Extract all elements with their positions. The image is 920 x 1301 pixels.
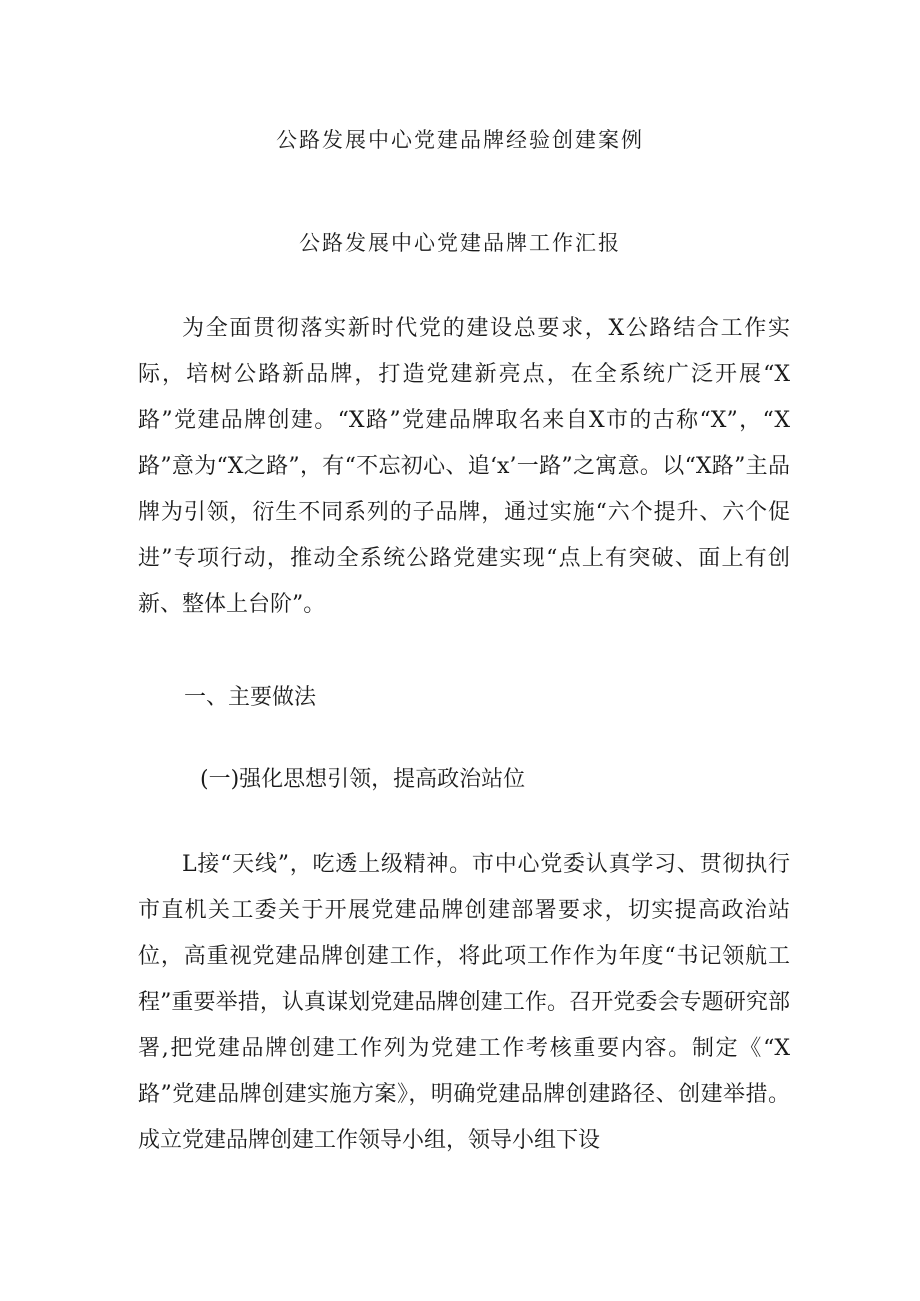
document-subtitle: 公路发展中心党建品牌工作汇报 (299, 231, 621, 255)
body-paragraph: L接“天线”，吃透上级精神。市中心党委认真学习、贯彻执行市直机关工委关于开展党建品牌创建部署要求，切实提高政治站位，高重视党建品牌创建工作，将此项工作作为年度“书记领航工程”重要举措，认真谋划党建品牌创建工作。召开党委会专题研究部署,把党建品牌创建工作列为党建工作考核重要内容。制定《“X路”党建品牌创建实施方案》，明确党建品牌创建路径、创建举措。成立党建品牌创建工作领导小组，领导小组下设 (138, 852, 790, 1153)
section-heading-main-practices: 一、主要做法 (184, 685, 317, 710)
subsection-heading-ideological-guidance: (一)强化思想引领，提高政治站位 (200, 767, 526, 792)
intro-paragraph: 为全面贯彻落实新时代党的建设总要求，X公路结合工作实际，培树公路新品牌，打造党建新亮点，在全系统广泛开展“X路”党建品牌创建。“X路”党建品牌取名来自X市的古称“X”，“X路”意为“X之路”，有“不忘初心、追‘x’一路”之寓意。以“X路”主品牌为引领，衍生不同系列的子品牌，通过实施“六个提升、六个促进”专项行动，推动全系统公路党建实现“点上有突破、面上有创新、整体上台阶”。 (138, 316, 790, 617)
document-title: 公路发展中心党建品牌经验创建案例 (276, 128, 644, 152)
